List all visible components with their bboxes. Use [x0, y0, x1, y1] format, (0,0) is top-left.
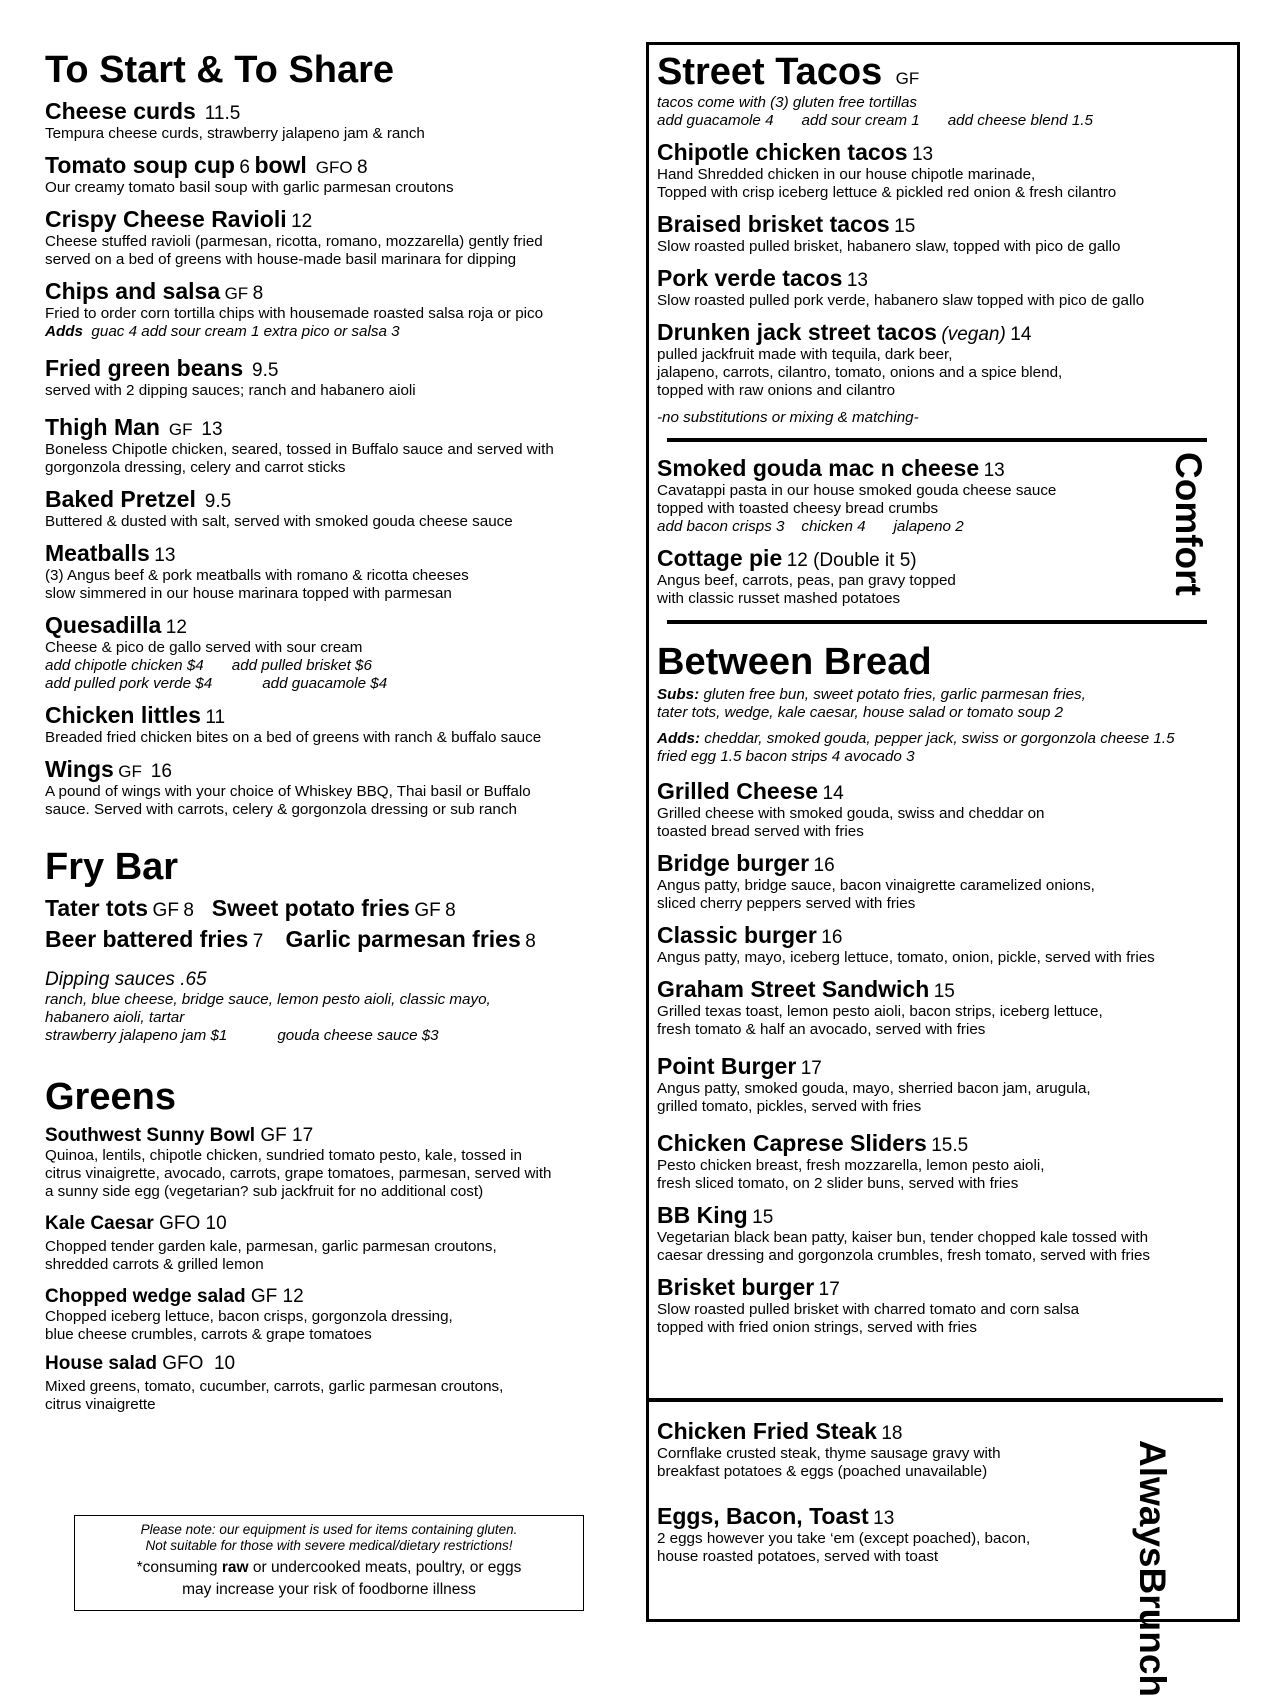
notice-text: *consuming: [136, 1559, 222, 1576]
item-price: 10: [213, 1353, 236, 1374]
item-desc: A pound of wings with your choice of Whiskey BBQ, Thai basil or Buffalo: [45, 783, 531, 800]
item-desc: Angus patty, mayo, iceberg lettuce, tomato, onion, pickle, served with fries: [657, 949, 1155, 966]
item-name: Fried green beans: [45, 355, 244, 381]
item-desc: Mixed greens, tomato, cucumber, carrots, garlic parmesan croutons,: [45, 1378, 504, 1395]
item-price: 9.5: [252, 360, 279, 381]
item-price: 16: [150, 761, 172, 782]
item-price: 17: [292, 1125, 314, 1146]
item-price: 16: [813, 855, 835, 876]
item-price: 12: [282, 1286, 304, 1307]
item-name: Chicken Fried Steak: [657, 1418, 877, 1444]
item-name: Quesadilla: [45, 612, 162, 638]
option: add bacon crisps 3: [657, 518, 785, 535]
item-desc: Quinoa, lentils, chipotle chicken, sundried tomato pesto, kale, tossed in: [45, 1147, 522, 1164]
item-desc: Cornflake crusted steak, thyme sausage gravy with: [657, 1445, 1001, 1462]
brunch-label-line-1: Always: [1132, 1440, 1173, 1568]
dip-list-2: habanero aioli, tartar: [45, 1009, 185, 1026]
item-desc-2: fresh sliced tomato, on 2 slider buns, served with fries: [657, 1175, 1019, 1192]
item-desc-2: citrus vinaigrette: [45, 1396, 156, 1413]
subs-label: Subs:: [657, 686, 700, 703]
option: add pulled brisket $6: [231, 657, 372, 674]
item-price: 17: [800, 1058, 822, 1079]
subs-text-2: tater tots, wedge, kale caesar, house salad or tomato soup 2: [657, 704, 1064, 721]
menu-item-chips-salsa: [45, 278, 625, 341]
fry-name: Sweet potato fries: [211, 895, 410, 921]
item-name: Crispy Cheese Ravioli: [45, 206, 287, 232]
menu-item-point-burger: [657, 1053, 1227, 1116]
item-name: Eggs, Bacon, Toast: [657, 1503, 869, 1529]
item-desc: Slow roasted pulled brisket, habanero slaw, topped with pico de gallo: [657, 238, 1121, 255]
item-name-2: bowl: [254, 152, 307, 178]
menu-item-kale-caesar: [45, 1213, 625, 1274]
item-desc: Slow roasted pulled brisket with charred tomato and corn salsa: [657, 1301, 1080, 1318]
item-desc: Chopped tender garden kale, parmesan, garlic parmesan croutons,: [45, 1238, 497, 1255]
item-price: 16: [821, 927, 843, 948]
item-desc: Chopped iceberg lettuce, bacon crisps, gorgonzola dressing,: [45, 1308, 453, 1325]
item-price: 13: [873, 1508, 895, 1529]
fry-tag: GF: [152, 900, 179, 921]
tacos-sub: tacos come with (3) gluten free tortillas: [657, 94, 917, 111]
item-name: Graham Street Sandwich: [657, 976, 930, 1002]
item-desc-2: fresh tomato & half an avocado, served with fries: [657, 1021, 986, 1038]
item-desc: Grilled texas toast, lemon pesto aioli, bacon strips, iceberg lettuce,: [657, 1003, 1103, 1020]
item-price: 17: [818, 1279, 840, 1300]
section-title-tacos: Street Tacos: [657, 51, 883, 93]
item-tag: GFO: [315, 158, 353, 177]
item-name: Bridge burger: [657, 850, 810, 876]
item-price: 9.5: [204, 491, 232, 512]
option: add pulled pork verde $4: [45, 675, 213, 692]
menu-item-chicken-fried-steak: [657, 1418, 1117, 1481]
item-name: Wings: [45, 756, 114, 782]
item-price: 13: [201, 419, 223, 440]
tacos-section: [657, 50, 1227, 427]
item-desc: Vegetarian black bean patty, kaiser bun, tender chopped kale tossed with: [657, 1229, 1149, 1246]
comfort-section: [657, 455, 1137, 617]
section-tag: GF: [895, 69, 920, 88]
menu-item-eggs-bacon-toast: [657, 1503, 1117, 1566]
item-price: 13: [911, 144, 934, 165]
dip-label: Dipping sauces: [45, 969, 175, 990]
item-price: 15: [933, 981, 955, 1002]
menu-item-house-salad: [45, 1353, 625, 1414]
item-desc: served with 2 dipping sauces; ranch and habanero aioli: [45, 382, 416, 399]
item-desc-2: caesar dressing and gorgonzola crumbles, fresh tomato, served with fries: [657, 1247, 1150, 1264]
item-name: Southwest Sunny Bowl: [45, 1125, 256, 1146]
menu-item-wings: [45, 756, 625, 819]
dip-price: .65: [180, 969, 207, 990]
item-price: 13: [983, 460, 1005, 481]
item-price: 13: [846, 270, 868, 291]
item-desc-2: citrus vinaigrette, avocado, carrots, grape tomatoes, parmesan, served with: [45, 1165, 552, 1182]
brunch-label-line-2: Brunch: [1132, 1567, 1173, 1697]
item-tag: GF: [224, 284, 249, 303]
taco-add: add sour cream 1: [801, 112, 920, 129]
adds-text: guac 4 add sour cream 1 extra pico or salsa 3: [91, 323, 400, 340]
adds-label: Adds: [45, 323, 83, 340]
item-price: 6: [239, 157, 250, 178]
item-name: Smoked gouda mac n cheese: [657, 455, 980, 481]
item-tag: GFO: [159, 1213, 201, 1234]
item-desc: Boneless Chipotle chicken, seared, tossed in Buffalo sauce and served with: [45, 441, 554, 458]
dip-extra: strawberry jalapeno jam $1: [45, 1027, 228, 1044]
comfort-label: Comfort: [1168, 452, 1209, 596]
item-desc-2: grilled tomato, pickles, served with fries: [657, 1098, 922, 1115]
item-price: 11: [205, 707, 226, 728]
item-name: Pork verde tacos: [657, 265, 843, 291]
fry-row-2: [45, 926, 625, 957]
item-name: Chips and salsa: [45, 278, 221, 304]
item-price: 15.5: [931, 1135, 969, 1156]
brunch-label: [1132, 1440, 1172, 1697]
item-name: Kale Caesar: [45, 1213, 154, 1234]
item-name: Cheese curds: [45, 98, 196, 124]
item-desc: 2 eggs however you take ‘em (except poached), bacon,: [657, 1530, 1031, 1547]
item-price: 15: [752, 1207, 774, 1228]
item-desc: Cheese stuffed ravioli (parmesan, ricotta, romano, mozzarella) gently fried: [45, 233, 543, 250]
item-price: 14: [1010, 324, 1032, 345]
item-desc-2: topped with fried onion strings, served with fries: [657, 1319, 977, 1336]
menu-item-tomato-soup: [45, 152, 625, 197]
item-desc-2: served on a bed of greens with house-made basil marinara for dipping: [45, 251, 517, 268]
section-title-bread: Between Bread: [657, 641, 932, 683]
item-tag: GF: [260, 1125, 287, 1146]
item-tag: GF: [168, 420, 193, 439]
item-desc: Cheese & pico de gallo served with sour cream: [45, 639, 363, 656]
item-desc-2: toasted bread served with fries: [657, 823, 864, 840]
item-name: Cottage pie: [657, 545, 783, 571]
item-desc-2: jalapeno, carrots, cilantro, tomato, onions and a spice blend,: [657, 364, 1063, 381]
item-name: Baked Pretzel: [45, 486, 196, 512]
taco-add: add guacamole 4: [657, 112, 774, 129]
item-tag: GFO: [162, 1353, 204, 1374]
option: add guacamole $4: [262, 675, 388, 692]
item-desc-2: slow simmered in our house marinara topped with parmesan: [45, 585, 452, 602]
notice-line: may increase your risk of foodborne illness: [182, 1581, 476, 1598]
option: jalapeno 2: [893, 518, 964, 535]
item-name: Classic burger: [657, 922, 817, 948]
notice-line: Not suitable for those with severe medical/dietary restrictions!: [145, 1538, 513, 1553]
item-name: Tomato soup cup: [45, 152, 235, 178]
menu-item-green-beans: [45, 355, 625, 400]
fry-name: Tater tots: [45, 895, 149, 921]
adds-text: cheddar, smoked gouda, pepper jack, swiss or gorgonzola cheese 1.5: [704, 730, 1175, 747]
item-desc-2: sauce. Served with carrots, celery & gorgonzola dressing or sub ranch: [45, 801, 517, 818]
item-price: 8: [252, 283, 264, 304]
item-desc: Angus beef, carrots, peas, pan gravy topped: [657, 572, 956, 589]
section-title-greens: Greens: [45, 1076, 176, 1118]
item-desc: Slow roasted pulled pork verde, habanero slaw topped with pico de gallo: [657, 292, 1145, 309]
menu-item-quesadilla: [45, 612, 625, 693]
item-name: Meatballs: [45, 540, 150, 566]
menu-item-ravioli: [45, 206, 625, 269]
item-name: Thigh Man: [45, 414, 160, 440]
menu-item-mac-n-cheese: [657, 455, 1137, 536]
dip-list: ranch, blue cheese, bridge sauce, lemon pesto aioli, classic mayo,: [45, 991, 491, 1008]
menu-item-thigh-man: [45, 414, 625, 477]
menu-item-bb-king: [657, 1202, 1227, 1265]
fry-row-1: [45, 895, 625, 926]
item-price-2: 8: [357, 157, 368, 178]
menu-item-graham-street: [657, 976, 1227, 1039]
dip-extra: gouda cheese sauce $3: [277, 1027, 439, 1044]
divider: [667, 620, 1207, 624]
item-tag: GF: [118, 762, 142, 781]
item-desc-3: a sunny side egg (vegetarian? sub jackfruit for no additional cost): [45, 1183, 484, 1200]
taco-add: add cheese blend 1.5: [947, 112, 1093, 129]
fry-name: Beer battered fries: [45, 926, 249, 952]
item-tag: (vegan): [941, 324, 1006, 345]
item-desc: (3) Angus beef & pork meatballs with romano & ricotta cheeses: [45, 567, 469, 584]
item-desc-2: sliced cherry peppers served with fries: [657, 895, 916, 912]
menu-item-grilled-cheese: [657, 778, 1227, 841]
notice-text: or undercooked meats, poultry, or eggs: [248, 1559, 522, 1576]
adds-label: Adds:: [657, 730, 701, 747]
fry-tag: GF: [414, 900, 441, 921]
item-name: Chicken littles: [45, 702, 201, 728]
item-desc: Our creamy tomato basil soup with garlic parmesan croutons: [45, 179, 454, 196]
menu-item-brisket-burger: [657, 1274, 1227, 1337]
fry-price: 8: [445, 900, 456, 921]
fry-name: Garlic parmesan fries: [285, 926, 521, 952]
item-price: 11.5: [204, 103, 241, 124]
brunch-section: [657, 1418, 1117, 1575]
item-price: 12: [165, 617, 187, 638]
item-price: 12 (Double it 5): [786, 550, 917, 571]
menu-item-pretzel: [45, 486, 625, 531]
item-name: Brisket burger: [657, 1274, 815, 1300]
item-name: Point Burger: [657, 1053, 797, 1079]
menu-item-bridge-burger: [657, 850, 1227, 913]
item-desc: Angus patty, smoked gouda, mayo, sherried bacon jam, arugula,: [657, 1080, 1091, 1097]
menu-item-sunny-bowl: [45, 1125, 625, 1201]
item-desc: Buttered & dusted with salt, served with smoked gouda cheese sauce: [45, 513, 513, 530]
item-desc-2: gorgonzola dressing, celery and carrot sticks: [45, 459, 346, 476]
menu-item-meatballs: [45, 540, 625, 603]
item-desc: Tempura cheese curds, strawberry jalapeno jam & ranch: [45, 125, 425, 142]
item-desc: Cavatappi pasta in our house smoked gouda cheese sauce: [657, 482, 1057, 499]
item-name: Chipotle chicken tacos: [657, 139, 908, 165]
item-name: Braised brisket tacos: [657, 211, 890, 237]
item-desc: Pesto chicken breast, fresh mozzarella, lemon pesto aioli,: [657, 1157, 1045, 1174]
item-name: Drunken jack street tacos: [657, 319, 937, 345]
section-title-fry: Fry Bar: [45, 846, 179, 888]
notice-text-bold: raw: [221, 1559, 249, 1576]
item-price: 18: [881, 1423, 903, 1444]
item-desc: Fried to order corn tortilla chips with housemade roasted salsa roja or pico: [45, 305, 544, 322]
option: chicken 4: [801, 518, 866, 535]
item-price: 14: [822, 783, 844, 804]
bread-section: [657, 640, 1227, 1346]
item-desc-2: shredded carrots & grilled lemon: [45, 1256, 264, 1273]
item-name: BB King: [657, 1202, 748, 1228]
menu-item-chipotle-tacos: [657, 139, 1227, 202]
item-desc-2: blue cheese crumbles, carrots & grape tomatoes: [45, 1326, 372, 1343]
menu-item-cottage-pie: [657, 545, 1137, 608]
item-price: 13: [154, 545, 176, 566]
divider: [648, 1398, 1223, 1402]
fry-price: 8: [183, 900, 194, 921]
menu-item-classic-burger: [657, 922, 1227, 967]
item-tag: GF: [250, 1286, 278, 1307]
divider: [667, 438, 1207, 442]
option: add chipotle chicken $4: [45, 657, 204, 674]
item-name: Chopped wedge salad: [45, 1286, 246, 1307]
fry-price: 8: [525, 931, 536, 952]
allergy-notice: [74, 1515, 584, 1611]
menu-item-pork-verde-tacos: [657, 265, 1227, 310]
item-price: 15: [894, 216, 916, 237]
item-price: 10: [205, 1213, 227, 1234]
item-name: House salad: [45, 1353, 157, 1374]
item-name: Chicken Caprese Sliders: [657, 1130, 927, 1156]
left-column: [45, 48, 625, 1423]
fry-price: 7: [252, 931, 264, 952]
item-desc-2: topped with toasted cheesy bread crumbs: [657, 500, 939, 517]
menu-item-caprese-sliders: [657, 1130, 1227, 1193]
adds-text-2: fried egg 1.5 bacon strips 4 avocado 3: [657, 748, 915, 765]
item-desc: Breaded fried chicken bites on a bed of greens with ranch & buffalo sauce: [45, 729, 542, 746]
item-price: 12: [291, 211, 313, 232]
item-desc: pulled jackfruit made with tequila, dark beer,: [657, 346, 953, 363]
item-name: Grilled Cheese: [657, 778, 819, 804]
item-desc-2: Topped with crisp iceberg lettuce & pickled red onion & fresh cilantro: [657, 184, 1117, 201]
menu-item-drunken-jack-tacos: [657, 319, 1227, 400]
notice-line: Please note: our equipment is used for items containing gluten.: [140, 1522, 518, 1537]
menu-item-wedge-salad: [45, 1286, 625, 1344]
menu-item-cheese-curds: [45, 98, 625, 143]
item-desc-3: topped with raw onions and cilantro: [657, 382, 896, 399]
item-desc-2: with classic russet mashed potatoes: [657, 590, 901, 607]
menu-item-chicken-littles: [45, 702, 625, 747]
dipping-sauces: [45, 969, 625, 1045]
item-desc: Grilled cheese with smoked gouda, swiss and cheddar on: [657, 805, 1045, 822]
item-desc: Hand Shredded chicken in our house chipotle marinade,: [657, 166, 1036, 183]
menu-item-brisket-tacos: [657, 211, 1227, 256]
section-title-start: To Start & To Share: [45, 49, 395, 91]
item-desc-2: breakfast potatoes & eggs (poached unavailable): [657, 1463, 988, 1480]
subs-text: gluten free bun, sweet potato fries, garlic parmesan fries,: [703, 686, 1086, 703]
item-desc: Angus patty, bridge sauce, bacon vinaigrette caramelized onions,: [657, 877, 1095, 894]
item-desc-2: house roasted potatoes, served with toast: [657, 1548, 939, 1565]
tacos-footnote: -no substitutions or mixing & matching-: [657, 409, 919, 426]
